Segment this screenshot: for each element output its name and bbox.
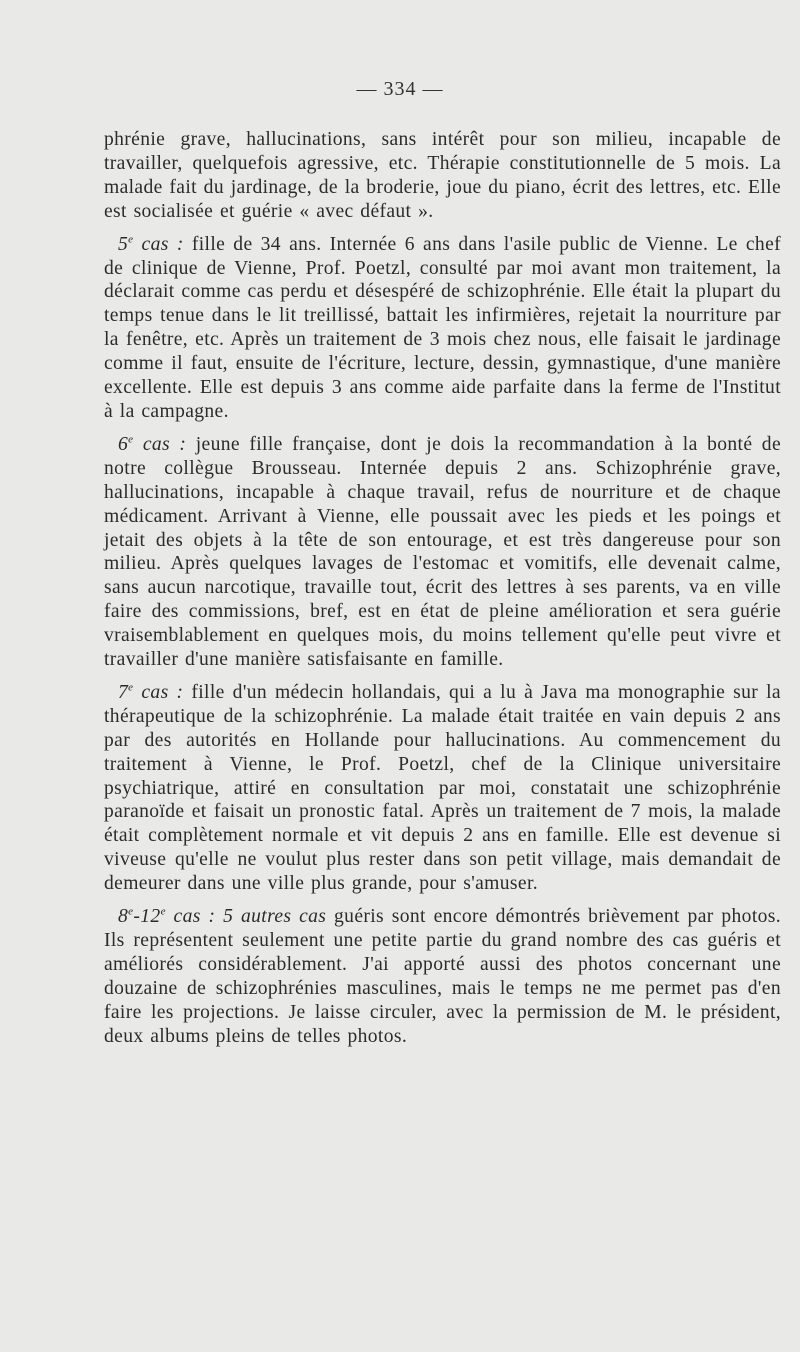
case-label xyxy=(118,906,326,927)
paragraph-text: fille d'un médecin hollandais, qui a lu à Java ma monographie sur la thérapeutique de la schizophrénie. La malade était traitée en vain depuis 2 ans par des autorités en Hollande pour hallucinations. Au commencement du traitement à Vienne, le Prof. Poetzl, chef de la Clinique universitaire psychiatrique, attiré en consultation par moi, constatait une schizophrénie paranoïde et faisait un pronostic fatal. Après un traitement de 7 mois, la malade était complètement normale et vit depuis 2 ans en famille. Elle est devenue si viveuse qu'elle ne voulut plus rester dans son petit village, mais demandait de demeurer dans une ville plus grande, pour s'amuser. xyxy=(104,681,781,895)
paragraph-case-5 xyxy=(104,233,781,424)
paragraph-text: jeune fille française, dont je dois la recommandation à la bonté de notre collègue Brousseau. Internée depuis 2 ans. Schizophrénie grave, hallucinations, incapable à chaque travail, refus de nourriture et de chaque médicament. Arrivant à Vienne, elle poussait avec les pieds et les poings et jetait des objets à la tête de son entourage, et est très dangereuse pour son milieu. Après quelques lavages de l'estomac et vomitifs, elle devenait calme, sans aucun narcotique, travaille tout, écrit des lettres à ses parents, va en ville faire des commissions, bref, est en état de pleine amélioration et sera guérie vraisemblablement en quelques mois, du moins tellement qu'elle peut vivre et travailler d'une manière satisfaisante en famille. xyxy=(104,433,781,671)
case-ordinal: e xyxy=(128,433,134,446)
paragraph-case-6 xyxy=(104,433,781,672)
case-ordinal: e xyxy=(128,681,134,694)
paragraph-continuation xyxy=(104,128,781,224)
case-ordinal: e xyxy=(128,233,134,246)
case-number: 8 xyxy=(118,906,129,928)
paragraph-text: guéris sont encore démontrés brièvement par photos. Ils représentent seulement une petite partie du grand nombre des cas guéris et améliorés considérablement. J'ai apporté aussi des photos concernant une douzaine de schizophrénies masculines, mais le temps ne me permet pas d'en faire les projections. Je laisse circuler, avec la permission de M. le président, deux albums pleins de telles photos. xyxy=(104,906,781,1047)
case-word: cas : xyxy=(133,681,184,703)
paragraph-case-7 xyxy=(104,681,781,896)
case-range: -12 xyxy=(133,906,161,928)
case-ordinal-2: e xyxy=(160,905,166,918)
case-number: 7 xyxy=(118,681,129,703)
case-label xyxy=(118,234,184,255)
case-word: cas : xyxy=(133,433,187,455)
paragraph-text: fille de 34 ans. Internée 6 ans dans l'asile public de Vienne. Le chef de clinique de Vienne, Prof. Poetzl, consulté par moi avant mon traitement, la déclarait comme cas perdu et désespéré de schizophrénie. Elle était la plupart du temps tenue dans le lit treillissé, battait les infirmières, rejetait la nourriture par la fenêtre, etc. Après un traitement de 3 mois chez nous, elle faisait le jardinage comme il faut, ensuite de l'écriture, lecture, dessin, gymnastique, d'une manière excellente. Elle est depuis 3 ans comme aide parfaite dans la ferme de l'Institut à la campagne. xyxy=(104,233,781,422)
case-number: 6 xyxy=(118,433,129,455)
paragraph-text: phrénie grave, hallucinations, sans intérêt pour son milieu, incapable de travailler, quelquefois agressive, etc. Thérapie constitutionnelle de 5 mois. La malade fait du jardinage, de la broderie, joue du piano, écrit des lettres, etc. Elle est socialisée et guérie « avec défaut ». xyxy=(104,129,781,222)
case-number: 5 xyxy=(118,233,129,255)
page-number: — 334 — xyxy=(356,78,444,100)
case-label xyxy=(118,682,183,703)
body-text xyxy=(104,128,781,1058)
case-ordinal: e xyxy=(128,905,134,918)
case-word: cas : 5 autres cas xyxy=(165,906,327,928)
case-label xyxy=(118,434,186,455)
paragraph-case-8-12 xyxy=(104,905,781,1048)
case-word: cas : xyxy=(133,233,184,255)
